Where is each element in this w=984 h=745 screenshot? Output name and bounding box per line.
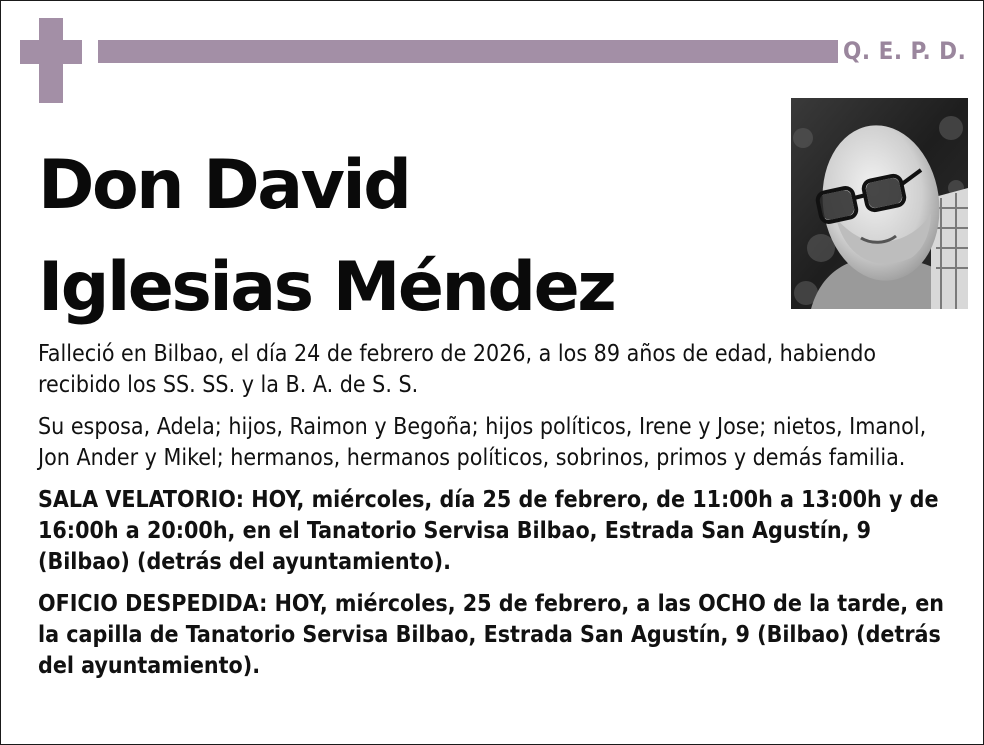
deceased-name-line1: Don David (38, 146, 410, 225)
death-announcement: Falleció en Bilbao, el día 24 de febrero de 2026, a los 89 años de edad, habiendo recibido los SS. SS. y la B. A. de S. S. (38, 341, 876, 398)
cross-icon (20, 18, 82, 103)
deceased-name-line2: Iglesias Méndez (38, 248, 615, 327)
funeral-service-info: OFICIO DESPEDIDA: HOY, miércoles, 25 de febrero, a las OCHO de la tarde, en la capilla de Tanatorio Servisa Bilbao, Estrada San Agustín, 9 (Bilbao) (detrás del ayuntamiento). (38, 591, 945, 679)
deceased-name (38, 135, 614, 339)
notice-body (38, 339, 963, 693)
wake-info: SALA VELATORIO: HOY, miércoles, día 25 de febrero, de 11:00h a 13:00h y de 16:00h a 20:00h, en el Tanatorio Servisa Bilbao, Estrada San Agustín, 9 (Bilbao) (detrás del ayuntamiento). (38, 487, 939, 575)
portrait-photo (791, 98, 968, 309)
family-list: Su esposa, Adela; hijos, Raimon y Begoña; hijos políticos, Irene y Jose; nietos, Imanol, Jon Ander y Mikel; hermanos, hermanos políticos, sobrinos, primos y demás familia. (38, 414, 927, 471)
header-rule (98, 40, 838, 63)
qepd-label: Q. E. P. D. (843, 37, 967, 65)
